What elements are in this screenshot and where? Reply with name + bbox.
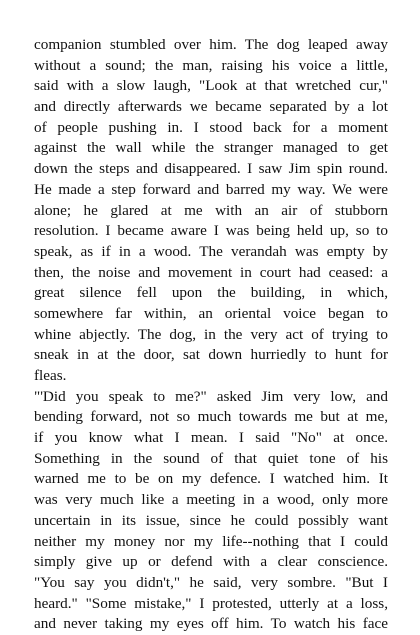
text-line: if you know what I mean. I said "No" at once. [34,429,388,447]
text-line: down the steps and disappeared. I saw Jim spin round. [34,160,388,178]
text-line: "You say you didn't," he said, very sombre. "But I [34,573,388,591]
text-line: companion stumbled over him. The dog leaped away [34,36,388,53]
text-line: simply give up or defend with a clear conscience. [34,553,388,571]
text-line: said with a slow laugh, "Look at that wretched cur," [34,77,388,95]
paragraph-1 [34,35,388,387]
text-line: of people pushing in. I stood back for a moment [34,118,388,136]
text-line: alone; he glared at me with an air of stubborn [34,201,388,219]
text-line: neither my money nor my life--nothing that I could [34,532,388,550]
text-line: speak, as if in a wood. The verandah was empty by [34,242,388,260]
text-line: was very much like a meeting in a wood, only more [34,491,388,509]
text-line: Something in the sound of that quiet tone of his [34,449,388,467]
text-line: warned me to be on my defence. I watched him. It [34,470,388,488]
body-text [34,35,388,635]
text-line: without a sound; the man, raising his voice a little, [34,56,388,74]
text-line: sneak in at the door, sat down hurriedly to hunt for [34,346,388,364]
text-line: uncertain in its issue, since he could possibly want [34,511,388,529]
text-line: whine abjectly. The dog, in the very act of trying to [34,325,388,343]
text-line: against the wall while the stranger managed to get [34,139,388,157]
text-line: and never taking my eyes off him. To watch his face [34,615,388,633]
text-line: resolution. I became aware I was being held up, so to [34,222,388,240]
text-line: great silence fell upon the building, in which, [34,284,388,302]
text-line: fleas. [34,367,67,384]
text-line: somewhere far within, an oriental voice began to [34,304,388,322]
text-line: He made a step forward and barred my way. We were [34,180,388,198]
text-line: bending forward, not so much towards me but at me, [34,408,388,426]
text-line: heard." "Some mistake," I protested, utterly at a loss, [34,594,388,612]
text-line: and directly afterwards we became separated by a lot [34,98,388,116]
text-line: "'Did you speak to me?" asked Jim very low, and [34,387,388,405]
paragraph-2 [34,387,388,635]
text-line: then, the noise and movement in court had ceased: a [34,263,388,281]
